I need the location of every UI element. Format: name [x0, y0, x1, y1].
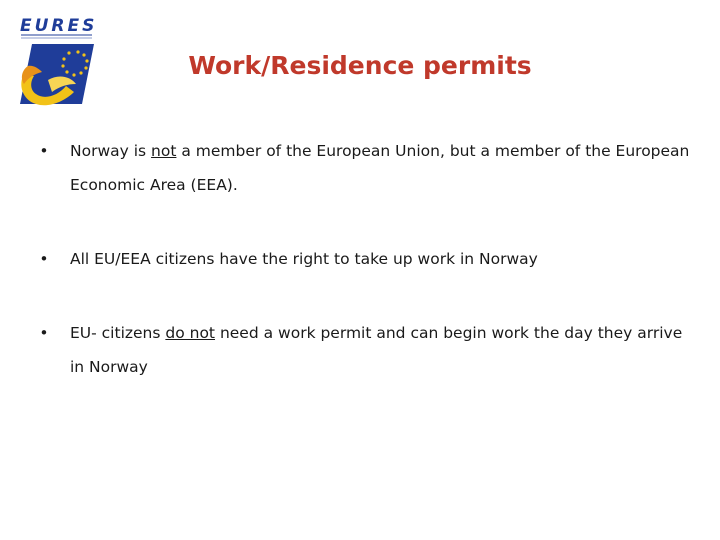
bullet-marker: •	[39, 250, 49, 268]
bullet-marker: •	[39, 324, 49, 342]
logo-wordmark: EURES	[20, 16, 98, 36]
bullet-marker: •	[39, 142, 49, 160]
underlined-word: not	[151, 142, 177, 160]
bullet-item	[34, 242, 694, 276]
bullet-text: EU- citizens do not need a work permit and can begin work the day they arrive in Norway	[70, 324, 683, 376]
bullet-text: All EU/EEA citizens have the right to take up work in Norway	[70, 250, 538, 268]
eures-logo-graphic	[18, 14, 98, 126]
bullet-list	[34, 134, 694, 384]
underlined-phrase: do not	[165, 324, 216, 342]
bullet-item	[34, 316, 694, 384]
bullet-item	[34, 134, 694, 202]
slide-title: Work/Residence permits	[188, 51, 532, 80]
bullet-text: Norway is not a member of the European Union, but a member of the European Economic Area (EEA).	[70, 142, 690, 194]
eures-logo	[18, 14, 98, 126]
